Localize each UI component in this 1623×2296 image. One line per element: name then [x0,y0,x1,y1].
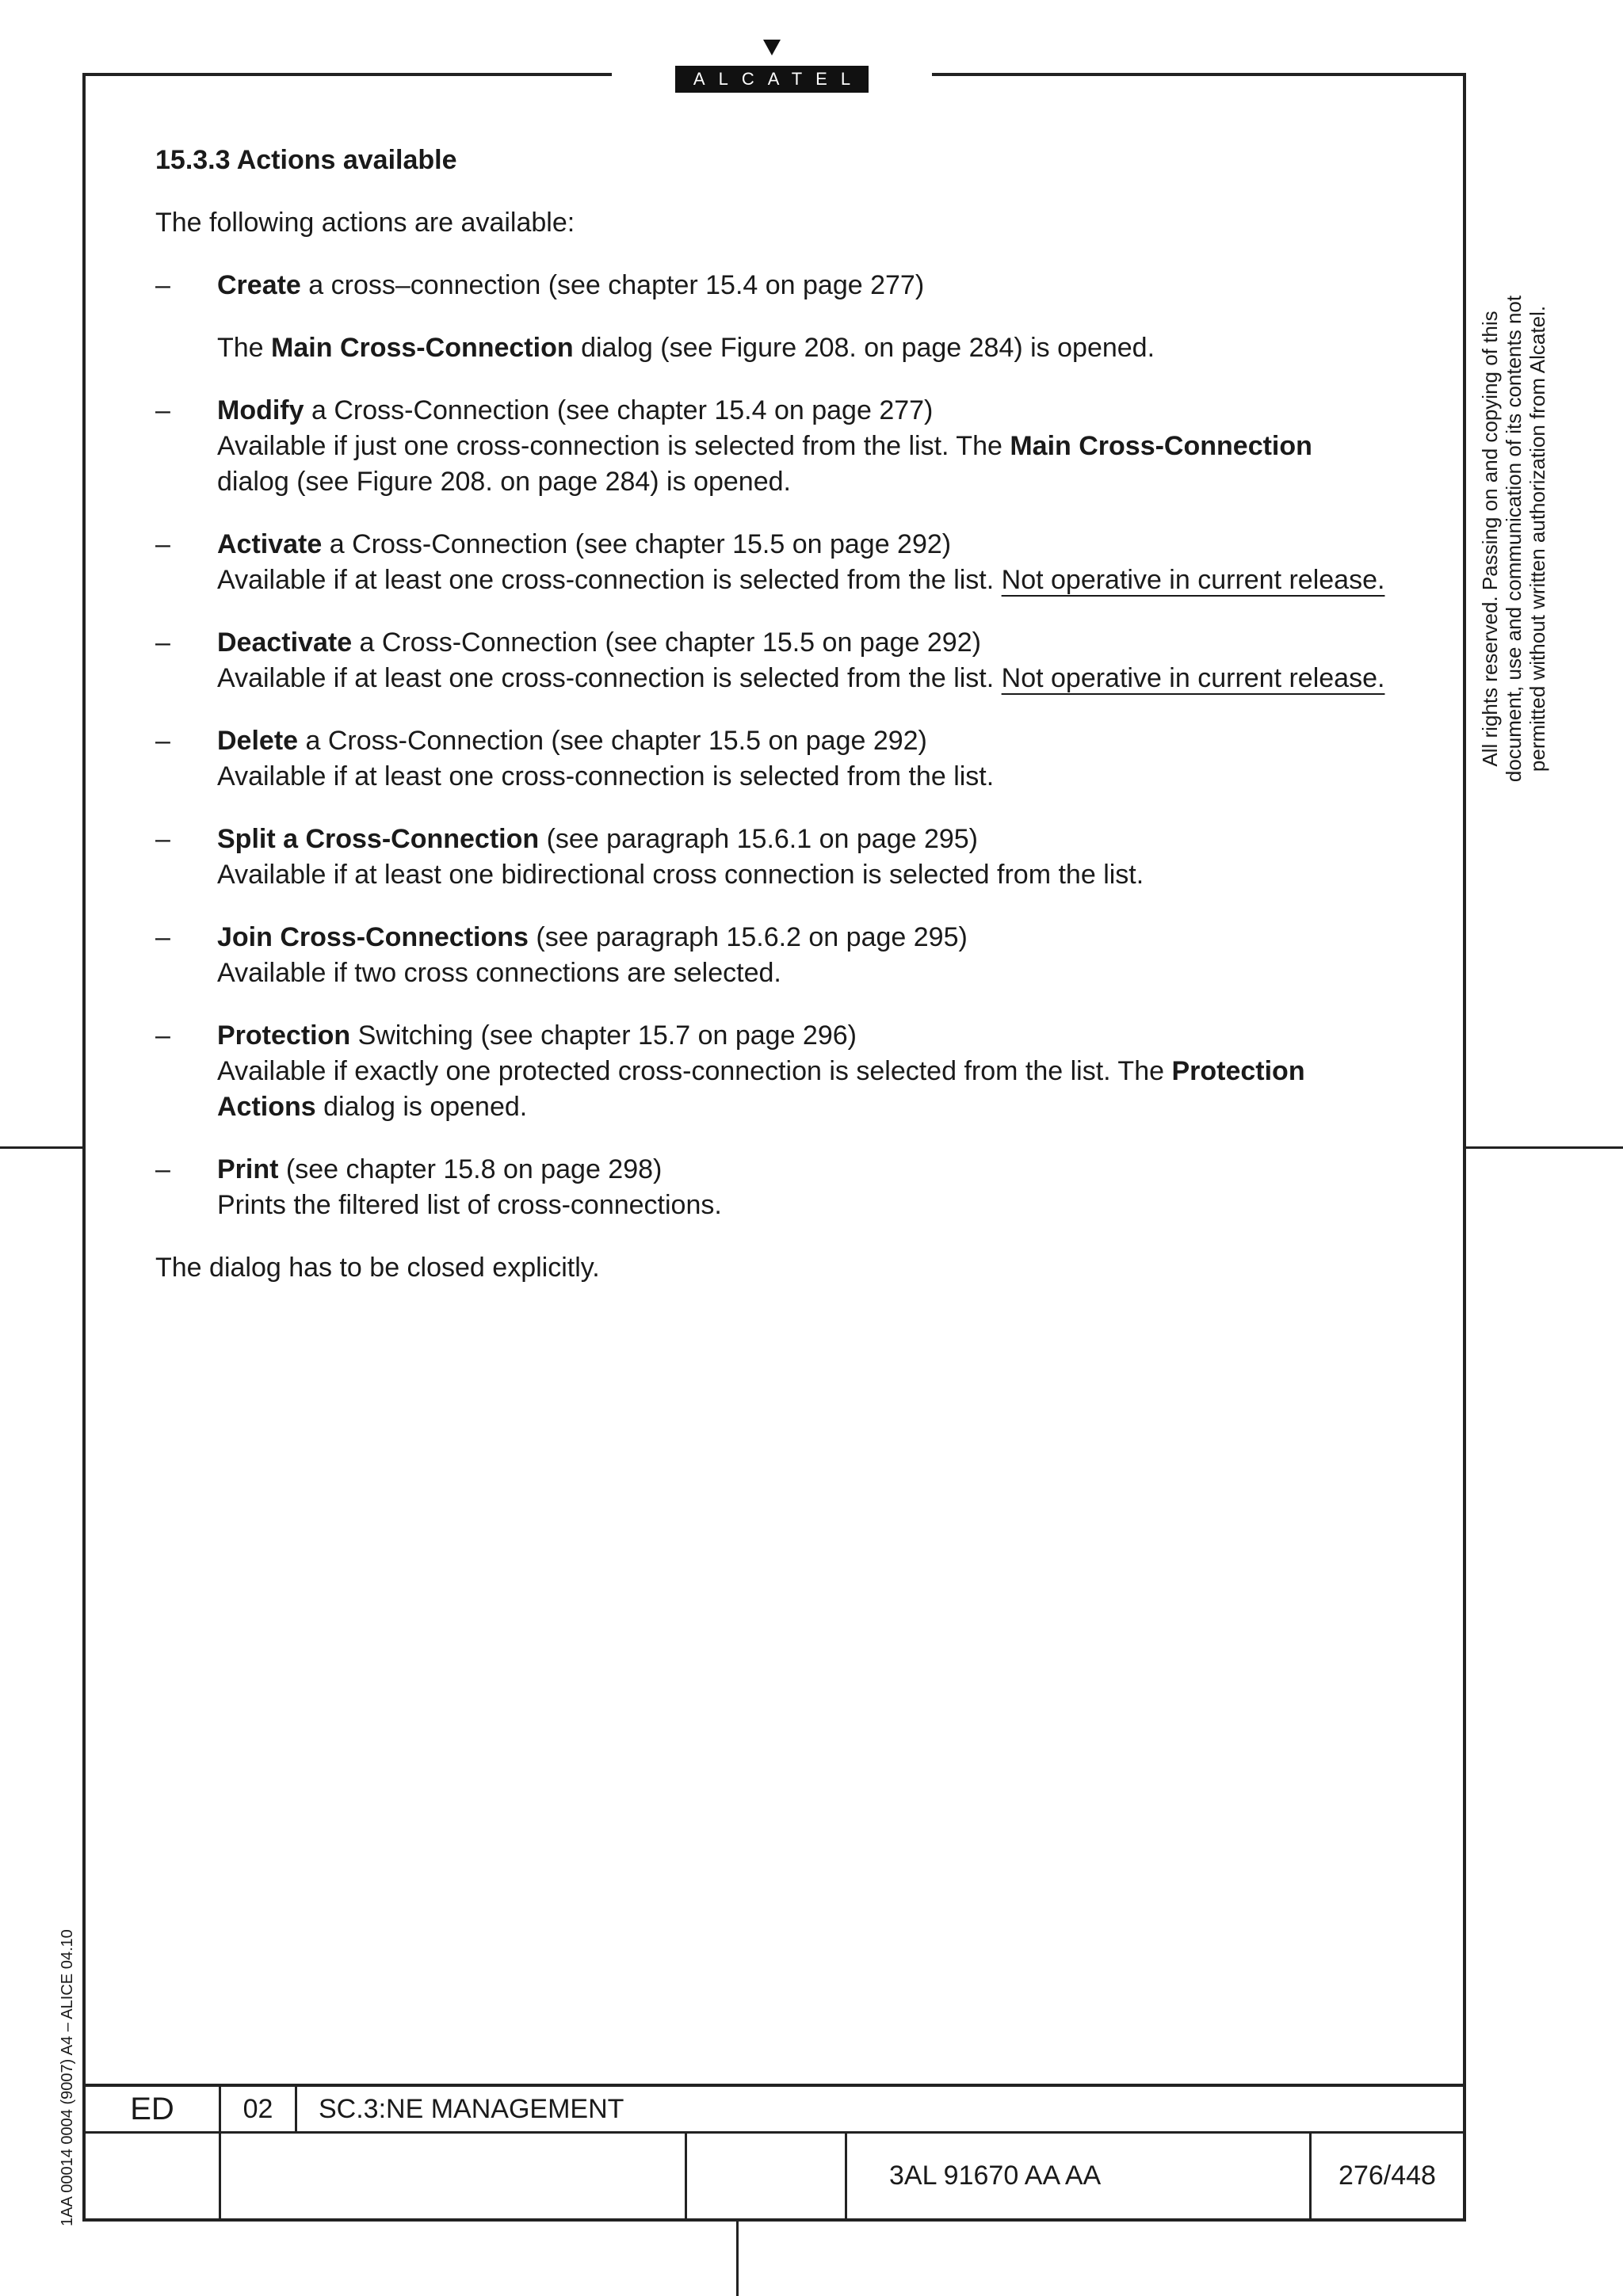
dialog-name: Main Cross-Connection [1010,431,1312,461]
document-body [155,143,1392,1286]
bullet-dash: – [155,1020,170,1051]
footer-line-bottom [82,2218,1466,2222]
not-operative-note: Not operative in current release. [1001,565,1385,595]
action-desc: Available if at least one cross-connection is selected from the list. [217,663,1002,693]
action-reference: (see chapter 15.8 on page 298) [278,1154,663,1184]
section-heading: 15.3.3 Actions available [155,145,457,175]
action-desc: Prints the filtered list of cross-connections. [217,1190,722,1220]
footer-divider [685,2131,687,2220]
action-reference: a Cross-Connection (see chapter 15.4 on page 277) [304,395,934,425]
bullet-dash: – [155,922,170,952]
action-modify [155,393,1392,500]
footer-divider [295,2084,297,2133]
action-desc: dialog is opened. [315,1092,528,1122]
frame-top-right [932,73,1466,76]
page-number: 276/448 [1338,2161,1436,2191]
action-reference: a Cross-Connection (see chapter 15.5 on page 292) [352,627,981,658]
action-title: Print [217,1154,279,1184]
action-title: Activate [217,529,323,559]
ed-label: ED [130,2091,174,2126]
bullet-dash: – [155,395,170,425]
action-reference: a Cross-Connection (see chapter 15.5 on page 292) [298,726,927,756]
action-desc: dialog (see Figure 208. on page 284) is opened. [217,467,791,497]
alcatel-logo: ALCATEL [675,66,869,93]
section-name: SC.3:NE MANAGEMENT [319,2093,624,2124]
action-desc: Available if two cross connections are selected. [217,958,781,988]
margin-tick-right [1466,1146,1623,1149]
action-join [155,920,1392,991]
action-protection [155,1018,1392,1125]
dialog-name: Main Cross-Connection [271,333,574,363]
not-operative-note: Not operative in current release. [1001,663,1385,693]
form-code: 1AA 00014 0004 (9007) A4 – ALICE 04.10 [59,1929,76,2226]
action-deactivate [155,625,1392,696]
bullet-dash: – [155,270,170,300]
copyright-notice: All rights reserved. Passing on and copying of this document, use and communication of its contents not permitted without written authorization from Alcatel. [1478,295,1549,783]
closing-paragraph: The dialog has to be closed explicitly. [155,1253,600,1283]
action-desc: Available if just one cross-connection is selected from the list. The [217,431,1010,461]
action-desc: The [217,333,272,363]
ed-value: 02 [242,2093,273,2124]
action-reference: a Cross-Connection (see chapter 15.5 on page 292) [322,529,952,559]
action-delete [155,723,1392,795]
bullet-dash: – [155,726,170,756]
action-create [155,268,1392,366]
dialog-name: Protection Actions [217,1056,1305,1122]
action-title: Create [217,270,301,300]
action-split [155,822,1392,893]
bullet-dash: – [155,824,170,854]
action-title: Deactivate [217,627,353,658]
bullet-dash: – [155,627,170,658]
margin-tick-left [0,1146,82,1149]
action-title: Protection [217,1020,351,1051]
intro-paragraph: The following actions are available: [155,208,575,238]
action-desc: Available if at least one cross-connection is selected from the list. [217,761,995,791]
action-desc: Available if exactly one protected cross-connection is selected from the list. The [217,1056,1172,1086]
footer-divider [845,2131,847,2220]
action-title: Modify [217,395,304,425]
binding-tick [736,2222,739,2296]
logo-triangle-icon [763,40,781,55]
frame-left [82,73,86,2222]
action-reference: (see paragraph 15.6.1 on page 295) [539,824,979,854]
action-desc: Available if at least one bidirectional cross connection is selected from the list. [217,860,1144,890]
action-reference: Switching (see chapter 15.7 on page 296) [350,1020,857,1051]
action-print [155,1152,1392,1223]
bullet-dash: – [155,1154,170,1184]
action-title: Delete [217,726,299,756]
action-reference: a cross–connection (see chapter 15.4 on page 277) [300,270,925,300]
action-reference: (see paragraph 15.6.2 on page 295) [528,922,968,952]
document-code: 3AL 91670 AA AA [889,2161,1102,2191]
bullet-dash: – [155,529,170,559]
frame-top-left [82,73,612,76]
action-desc: Available if at least one cross-connection is selected from the list. [217,565,1002,595]
action-title: Split a Cross-Connection [217,824,540,854]
action-title: Join Cross-Connections [217,922,529,952]
action-desc: dialog (see Figure 208. on page 284) is opened. [573,333,1155,363]
action-activate [155,527,1392,598]
